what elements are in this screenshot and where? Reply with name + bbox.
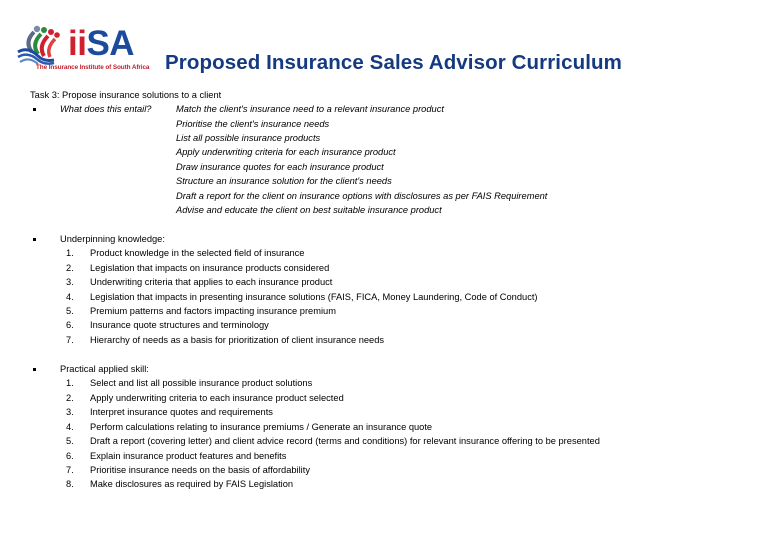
list-number: 4.: [66, 292, 74, 302]
skill-item: Draft a report (covering letter) and client advice record (terms and conditions) for relevant insurance offering to be presented: [90, 436, 600, 446]
logo-tagline: The Insurance Institute of South Africa: [36, 64, 150, 71]
bullet-icon: [33, 368, 36, 371]
skill-item: Prioritise insurance needs on the basis of affordability: [90, 465, 310, 475]
skill-item: Select and list all possible insurance product solutions: [90, 378, 313, 388]
knowledge-item: Underwriting criteria that applies to each insurance product: [90, 277, 333, 287]
list-number: 4.: [66, 422, 74, 432]
list-number: 7.: [66, 335, 74, 345]
knowledge-item: Hierarchy of needs as a basis for prioritization of client insurance needs: [90, 335, 385, 345]
knowledge-item: Legislation that impacts in presenting insurance solutions (FAIS, FICA, Money Laundering, Code of Conduct): [90, 292, 538, 302]
iisa-wordmark: iiSA: [68, 24, 135, 63]
list-number: 2.: [66, 393, 74, 403]
knowledge-item: Insurance quote structures and terminology: [90, 320, 269, 330]
entail-item: Draft a report for the client on insurance options with disclosures as per FAIS Requirement: [176, 191, 548, 201]
list-number: 6.: [66, 451, 74, 461]
bullet-icon: [33, 238, 36, 241]
entail-item: List all possible insurance products: [176, 133, 321, 143]
list-number: 1.: [66, 248, 74, 258]
list-number: 5.: [66, 436, 74, 446]
knowledge-label: Underpinning knowledge:: [60, 234, 165, 244]
entail-item: Prioritise the client's insurance needs: [176, 119, 330, 129]
task-heading: Task 3: Propose insurance solutions to a client: [30, 90, 222, 100]
list-number: 2.: [66, 263, 74, 273]
entail-item: Match the client's insurance need to a relevant insurance product: [176, 104, 444, 114]
skill-item: Perform calculations relating to insurance premiums / Generate an insurance quote: [90, 422, 433, 432]
list-number: 1.: [66, 378, 74, 388]
skill-item: Explain insurance product features and benefits: [90, 451, 287, 461]
list-number: 5.: [66, 306, 74, 316]
skill-item: Apply underwriting criteria to each insurance product selected: [90, 393, 344, 403]
entail-item: Apply underwriting criteria for each insurance product: [176, 147, 396, 157]
knowledge-item: Premium patterns and factors impacting insurance premium: [90, 306, 336, 316]
list-number: 3.: [66, 277, 74, 287]
entail-label: What does this entail?: [60, 104, 152, 114]
list-number: 3.: [66, 407, 74, 417]
page-title: Proposed Insurance Sales Advisor Curriculum: [165, 51, 622, 74]
entail-item: Draw insurance quotes for each insurance product: [176, 162, 384, 172]
bullet-icon: [33, 108, 36, 111]
skill-label: Practical applied skill:: [60, 364, 149, 374]
knowledge-item: Legislation that impacts on insurance products considered: [90, 263, 330, 273]
skill-item: Make disclosures as required by FAIS Legislation: [90, 479, 294, 489]
list-number: 6.: [66, 320, 74, 330]
entail-item: Advise and educate the client on best suitable insurance product: [176, 205, 442, 215]
iisa-logo: [14, 22, 159, 78]
list-number: 8.: [66, 479, 74, 489]
entail-item: Structure an insurance solution for the client's needs: [176, 176, 392, 186]
knowledge-item: Product knowledge in the selected field of insurance: [90, 248, 305, 258]
skill-item: Interpret insurance quotes and requirements: [90, 407, 273, 417]
list-number: 7.: [66, 465, 74, 475]
